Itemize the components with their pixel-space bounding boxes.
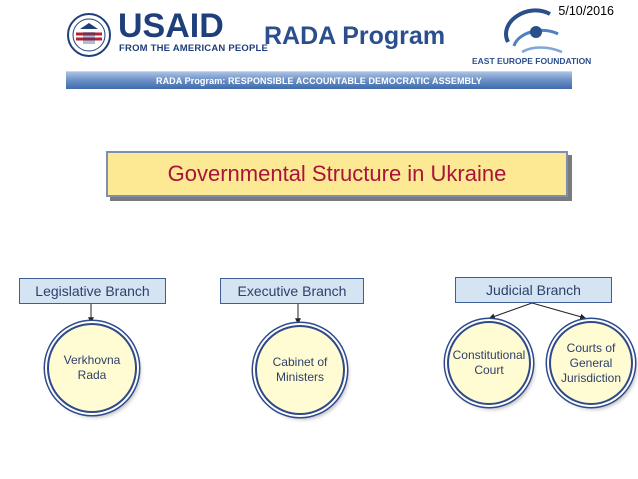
branch-legislative: Legislative Branch [19, 278, 166, 304]
program-banner [66, 71, 572, 89]
program-banner-text: RADA Program: RESPONSIBLE ACCOUNTABLE DEMOCRATIC ASSEMBLY [155, 75, 483, 86]
branch-executive: Executive Branch [220, 278, 364, 304]
node-courts-of-general-jurisdiction [549, 321, 633, 405]
node-constitutional-court [447, 321, 531, 405]
diagram-title-box [106, 151, 568, 197]
connector-judicial-constitutional [490, 303, 532, 318]
node-verkhovna-rada-label: Verkhovna Rada [63, 353, 121, 382]
program-title: RADA Program [264, 22, 446, 50]
usaid-tagline: FROM THE AMERICAN PEOPLE [119, 43, 269, 54]
node-courts-of-general-jurisdiction-label: Courts of General Jurisdiction [560, 340, 622, 385]
node-cabinet-of-ministers-label: Cabinet of Ministers [272, 355, 328, 384]
node-cabinet-of-ministers [255, 325, 345, 415]
connector-judicial-courts [532, 303, 585, 318]
usaid-logo-wordmark: USAID [118, 7, 224, 45]
partner-name: EAST EUROPE FOUNDATION [472, 56, 592, 66]
slide-date: 5/10/2016 [558, 4, 614, 18]
node-verkhovna-rada [47, 323, 137, 413]
branch-judicial: Judicial Branch [455, 277, 612, 303]
node-constitutional-court-label: Constitutional Court [452, 348, 526, 377]
usaid-seal-icon [66, 12, 112, 58]
diagram-title: Governmental Structure in Ukraine [167, 161, 507, 186]
